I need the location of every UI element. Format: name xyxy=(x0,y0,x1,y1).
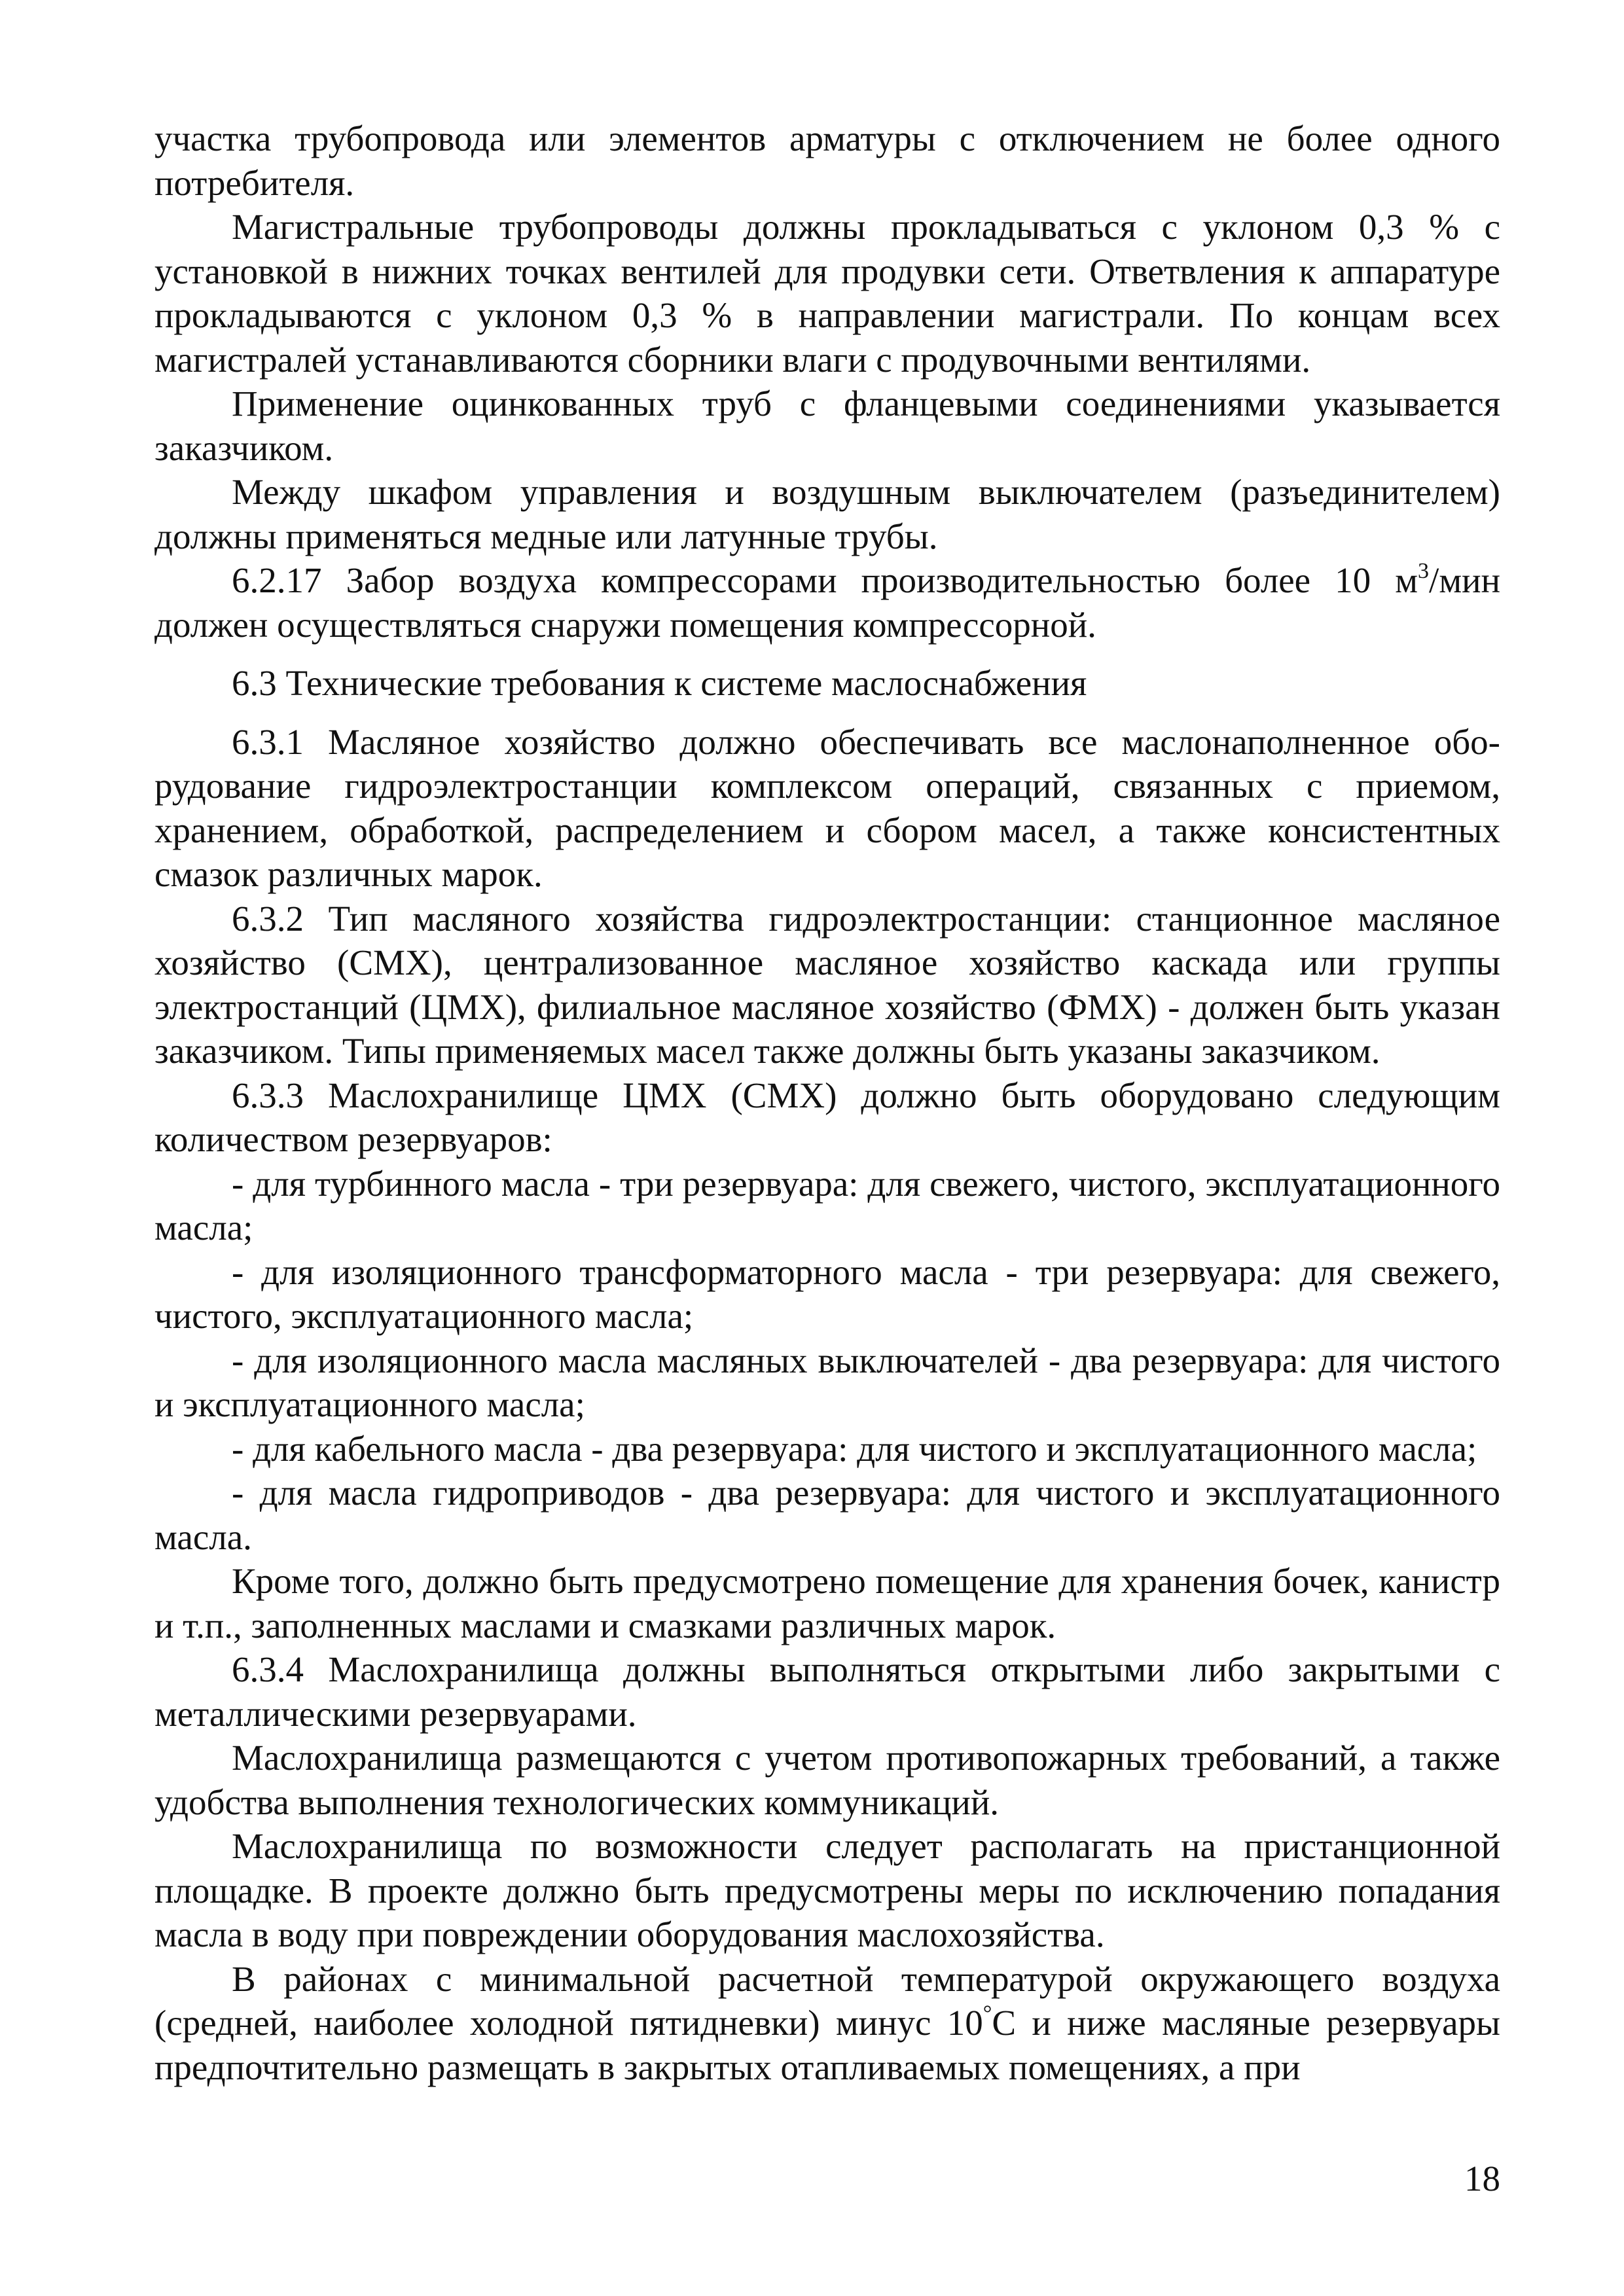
paragraph-main-pipelines: Магистральные трубопроводы должны прокладываться с уклоном 0,3 % с установкой в нижних точках вентилей для продувки сети. Ответвления к аппаратуре прокладываются с уклоном 0,3 % в направлении магистрали. По концам всех магистралей устанавливаются сборники влаги с продувочными вентилями. xyxy=(154,207,1500,380)
paragraph-copper-pipes: Между шкафом управления и воздушным выключателем (разъединителем) должны применяться медные или латунные трубы. xyxy=(154,472,1500,556)
superscript-cubic: 3 xyxy=(1418,559,1430,583)
list-item-cable-oil: - для кабельного масла - два резервуара: для чистого и эксплуатационного масла; xyxy=(232,1428,1477,1469)
paragraph-6-3-1: 6.3.1 Масляное хозяйство должно обеспечивать все маслонаполненное оборудование гидроэлектростанции комплексом операций, связанных с приемом, хранением, обработкой, распределением и сбором масел, а также консистентных смазок различных марок. xyxy=(154,721,1500,894)
page-number: 18 xyxy=(1464,2159,1500,2198)
paragraph-6-3-4: 6.3.4 Маслохранилища должны выполняться открытыми либо закрытыми с металлическими резервуарами. xyxy=(154,1649,1500,1734)
paragraph-6-2-17 xyxy=(154,558,1500,647)
paragraph-continuation: участка трубопровода или элементов арматуры с отключением не более одного потребителя. xyxy=(154,118,1500,203)
section-heading-6-3: 6.3 Технические требования к системе маслоснабжения xyxy=(232,663,1087,703)
paragraph-6-3-2: 6.3.2 Тип масляного хозяйства гидроэлектростанции: станционное масляное хозяйство (СМХ), централизованное масляное хозяйство каскада или группы электростанций (ЦМХ), филиальное масляное хозяйство (ФМХ) - должен быть указан заказчиком. Типы применяемых масел также должны быть указаны заказчиком. xyxy=(154,898,1500,1071)
list-item-turbine-oil: - для турбинного масла - три резервуара: для свежего, чистого, эксплуатационного масла; xyxy=(154,1163,1500,1247)
superscript-degree: ° xyxy=(983,2001,992,2026)
paragraph-6-2-17-rest: /мин должен осуществляться снаружи помещения компрессорной. xyxy=(154,560,1500,645)
list-item-breaker-oil: - для изоляционного масла масляных выключателей - два резервуара: для чистого и эксплуатационного масла; xyxy=(154,1340,1500,1424)
paragraph-galvanized-pipes: Применение оцинкованных труб с фланцевыми соединениями указывается заказчиком. xyxy=(154,384,1500,468)
paragraph-site-location: Маслохранилища по возможности следует располагать на пристанционной площадке. В проекте должно быть предусмотрены меры по исключению попадания масла в воду при повреждении оборудования маслохозяйства. xyxy=(154,1826,1500,1954)
paragraph-cold-regions-rest: С и ниже масляные резервуары предпочтительно размещать в закрытых отапливаемых помещениях, а при xyxy=(154,2003,1500,2087)
list-item-transformer-oil: - для изоляционного трансформаторного масла - три резервуара: для свежего, чистого, эксплуатационного масла; xyxy=(154,1251,1500,1336)
paragraph-6-3-3: 6.3.3 Маслохранилище ЦМХ (СМХ) должно быть оборудовано следующим количеством резервуаров: xyxy=(154,1075,1500,1159)
paragraph-barrel-storage: Кроме того, должно быть предусмотрено помещение для хранения бочек, канистр и т.п., заполненных маслами и смазками различных марок. xyxy=(154,1561,1500,1645)
paragraph-6-2-17-text: 6.2.17 Забор воздуха компрессорами производительностью более 10 м xyxy=(232,560,1418,600)
paragraph-cold-regions-text: В районах с минимальной расчетной температурой окружающего воздуха (средней, наиболее холодной пятидневки) минус 10 xyxy=(154,1958,1500,2043)
paragraph-cold-regions xyxy=(154,1957,1500,2090)
list-item-hydraulic-oil: - для масла гидроприводов - два резервуара: для чистого и эксплуатационного масла. xyxy=(154,1473,1500,1557)
paragraph-fire-safety: Маслохранилища размещаются с учетом противопожарных требований, а также удобства выполнения технологических коммуникаций. xyxy=(154,1738,1500,1822)
